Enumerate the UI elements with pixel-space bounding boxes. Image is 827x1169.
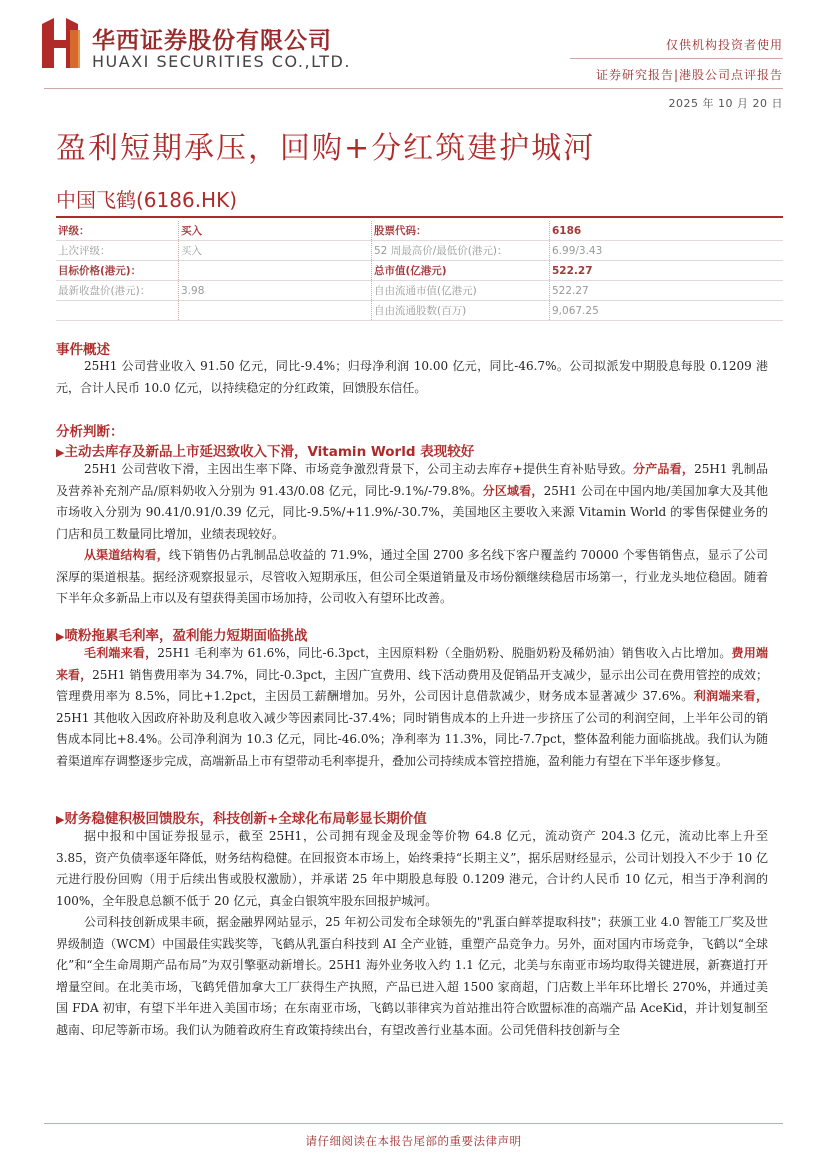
table-row <box>56 261 783 281</box>
paragraph: 25H1 公司营业收入 91.50 亿元，同比-9.4%；归母净利润 10.00 亿元，同比-46.7%。公司拟派发中期股息每股 0.1209 港元，合计人民币 10.0 亿元，以持续稳定的分红政策，回馈股东信任。 <box>56 359 768 395</box>
table-cell: 买入 <box>179 241 372 261</box>
table-cell: 6.99/3.43 <box>550 241 784 261</box>
table-cell: 目标价格(港元)： <box>56 261 179 281</box>
table-cell: 总市值(亿港元) <box>372 261 550 281</box>
paragraph <box>56 459 768 545</box>
section-1-title <box>56 440 474 460</box>
table-cell: 股票代码： <box>372 221 550 241</box>
header-divider <box>570 58 783 59</box>
table-cell: 最新收盘价(港元)： <box>56 281 179 301</box>
text-run: 25H1 公司在中国内地/美国加拿大及其他市场收入分别为 90.41/0.91/0.39 亿元，同比-9.5%/+11.9%/-30.7%，美国地区主要收入来源 Vitamin World 的零售保健业务的门店和员工数量同比增加，业绩表现较好。 <box>56 483 768 541</box>
bold-run: 分产品看， <box>632 462 695 476</box>
table-cell: 52 周最高价/最低价(港元)： <box>372 241 550 261</box>
section-title-text: 主动去库存及新品上市延迟致收入下滑，Vitamin World 表现较好 <box>64 444 475 460</box>
table-row <box>56 281 783 301</box>
footer-divider <box>44 1123 783 1124</box>
huaxi-logo-icon <box>40 18 80 68</box>
table-cell: 3.98 <box>179 281 372 301</box>
table-cell: 自由流通股数(百万) <box>372 301 550 321</box>
bold-run: 利润端来看， <box>693 689 768 703</box>
paragraph: 公司科技创新成果丰硕，据金融界网站显示，25 年初公司发布全球领先的"乳蛋白鲜萃提取科技"；获颁工业 4.0 智能工厂奖及世界级制造（WCM）中国最佳实践奖等，飞鹤从乳蛋白科技到 AI 全产业链，重塑产品竞争力。另外，面对国内市场竞争，飞鹤以“全球化”和“全生命周期产品布局”为双引擎驱动新增长。25H1 海外业务收入约 1.1 亿元，北美与东南亚市场均取得关键进展，新赛道打开增量空间。在北美市场，飞鹤凭借加拿大工厂获得生产执照，产品已进入超 1500 家商超，门店数上半年环比增长 270%，并通过美国 FDA 初审，有望下半年进入美国市场；在东南亚市场，飞鹤以菲律宾为首站推出符合欧盟标准的高端产品 AceKid，并计划复制至越南、印尼等新市场。我们认为随着政府生育政策持续出台，有望改善行业基本面。公司凭借科技创新与全 <box>56 915 768 1037</box>
text-run: 线下销售仍占乳制品总收益的 71.9%，通过全国 2700 多名线下客户覆盖约 70000 个零售销售点，显示了公司深厚的渠道根基。据经济观察报显示，尽管收入短期承压，但公司全渠道销量及市场份额继续稳居市场第一，行业龙头地位稳固。随着下半年众多新品上市以及有望获得美国市场加持，公司收入有望环比改善。 <box>56 548 768 605</box>
table-cell: 评级： <box>56 221 179 241</box>
table-cell: 买入 <box>179 221 372 241</box>
audience-note: 仅供机构投资者使用 <box>665 38 783 52</box>
paragraph <box>56 643 768 772</box>
header-divider <box>44 88 783 89</box>
event-text <box>56 356 768 399</box>
table-row <box>56 221 783 241</box>
bold-run: 分区域看， <box>482 483 544 498</box>
page-title: 盈利短期承压，回购+分红筑建护城河 <box>56 131 596 166</box>
text-run: 25H1 毛利率为 61.6%，同比-6.3pct，主因原料粉（全脂奶粉、脱脂奶粉及稀奶油）销售收入占比增加。 <box>157 646 732 660</box>
stock-info-table <box>56 221 783 321</box>
text-run: 25H1 销售费用率为 34.7%，同比-0.3pct，主因广宣费用、线下活动费用及促销品开支减少，显示出公司在费用管控的成效；管理费用率为 8.5%，同比+1.2pct，主因员工薪酬增加。另外，公司因计息借款减少，财务成本显著减少 37.6%。 <box>56 667 768 703</box>
table-cell <box>56 301 179 321</box>
triangle-bullet-icon: ▶ <box>56 446 65 459</box>
table-row <box>56 301 783 321</box>
analysis-heading: 分析判断： <box>56 424 124 440</box>
report-type: 证券研究报告|港股公司点评报告 <box>595 68 783 82</box>
table-cell: 522.27 <box>550 261 784 281</box>
company-name-cn: 华西证券股份有限公司 <box>92 28 332 54</box>
bold-run: 从渠道结构看， <box>84 548 169 562</box>
text-run: 25H1 公司营收下滑，主因出生率下降、市场竞争激烈背景下，公司主动去库存+提供生育补贴导致。 <box>84 462 633 476</box>
paragraph <box>56 545 768 610</box>
table-cell: 9,067.25 <box>550 301 784 321</box>
table-cell <box>179 261 372 281</box>
stock-name: 中国飞鹤(6186.HK) <box>56 188 238 212</box>
table-cell <box>179 301 372 321</box>
table-cell: 522.27 <box>550 281 784 301</box>
table-cell: 上次评级： <box>56 241 179 261</box>
bold-run: 毛利端来看， <box>84 646 158 660</box>
section-2-title <box>56 624 307 644</box>
section-1-body <box>56 459 768 610</box>
legal-notice: 请仔细阅读在本报告尾部的重要法律声明 <box>305 1134 522 1148</box>
triangle-bullet-icon: ▶ <box>56 813 65 826</box>
table-cell: 6186 <box>550 221 784 241</box>
section-3-title <box>56 807 427 827</box>
company-name-en: HUAXI SECURITIES CO.,LTD. <box>92 52 351 71</box>
triangle-bullet-icon: ▶ <box>56 630 65 643</box>
title-divider <box>56 216 783 218</box>
table-cell: 自由流通市值(亿港元) <box>372 281 550 301</box>
section-2-body <box>56 643 768 772</box>
text-run: 25H1 其他收入因政府补助及利息收入减少等因素同比-37.4%；同时销售成本的上升进一步挤压了公司的利润空间，上半年公司的销售成本同比+8.4%。公司净利润为 10.3 亿元，同比-46.0%；净利率为 11.3%，同比-7.7pct，整体盈利能力面临挑战。我们认为随着渠道库存调整逐步完成，高端新品上市有望带动毛利率提升，叠加公司持续成本管控措施，盈利能力有望在下半年逐步修复。 <box>56 710 768 768</box>
section-3-body <box>56 826 768 1041</box>
table-row <box>56 241 783 261</box>
bold-run: 费用端来看， <box>56 646 768 682</box>
text-run: 25H1 乳制品及营养补充剂产品/原料奶收入分别为 91.43/0.08 亿元，同比-9.1%/-79.8%。 <box>56 462 768 498</box>
paragraph: 据中报和中国证券报显示，截至 25H1，公司拥有现金及现金等价物 64.8 亿元，流动资产 204.3 亿元，流动比率上升至 3.85，资产负债率逐年降低，财务结构稳健。在回报资本市场上，始终秉持“长期主义”，据乐居财经显示，公司计划投入不少于 10 亿元进行股份回购（用于后续出售或股权激励），并承诺 25 年中期股息每股 0.1209 港元，合计约人民币 10 亿元，相当于净利润的 100%，全年股息总额不低于 20 亿元，真金白银筑牢股东回报护城河。 <box>56 829 768 908</box>
section-title-text: 财务稳健积极回馈股东，科技创新+全球化布局彰显长期价值 <box>64 811 427 827</box>
report-date: 2025 年 10 月 20 日 <box>668 97 783 110</box>
event-heading: 事件概述 <box>56 342 110 358</box>
section-title-text: 喷粉拖累毛利率，盈利能力短期面临挑战 <box>64 628 308 644</box>
